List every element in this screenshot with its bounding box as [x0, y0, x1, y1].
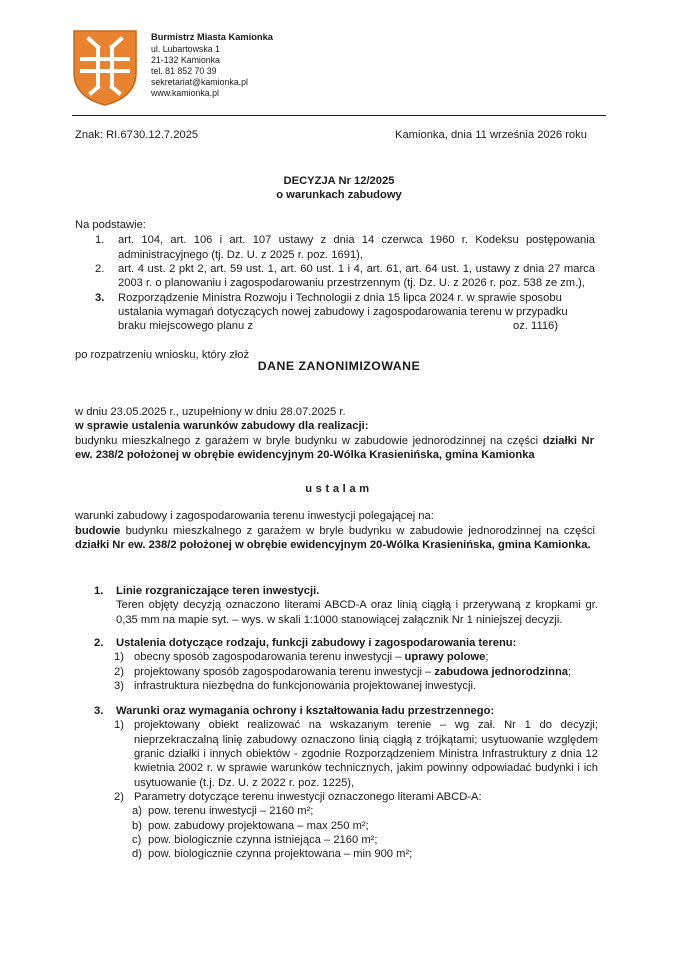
anonymized-data-label: DANE ZANONIMIZOWANE [257, 359, 421, 373]
section-2-item: 3) infrastruktura niezbędna do funkcjonowania projektowanej inwestycji. [114, 679, 477, 692]
section-3-title: 3. Warunki oraz wymagania ochrony i kształtowania ładu przestrzennego: [94, 705, 495, 717]
kamionka-crest-logo [72, 29, 138, 107]
section-3-item-2: 2) Parametry dotyczące terenu inwestycji oznaczonego literami ABCD-A: [114, 790, 482, 803]
decision-subject: o warunkach zabudowy [276, 189, 402, 201]
office-phone: tel. 81 852 70 39 [151, 65, 217, 76]
section-2 [94, 636, 598, 693]
basis-item: 2. art. 4 ust. 2 pkt 2, art. 59 ust. 1, art. 60 ust. 1 i 4, art. 61, art. 64 ust. 1, ustawy z dnia 27 marca 2003 r. o planowaniu i zagospodarowaniu przestrzennym (tj. Dz. U. z 2026 r. poz. 538 ze zm.), [95, 262, 595, 290]
parameter-item: a) pow. terenu inwestycji – 2160 m²; [132, 805, 314, 818]
decision-title [0, 174, 678, 202]
document-date: Kamionka, dnia 11 września 2026 roku [395, 129, 587, 141]
office-website: www.kamionka.pl [151, 88, 219, 99]
office-name: Burmistrz Miasta Kamionka [151, 32, 273, 42]
office-street: ul. Lubartowska 1 [151, 43, 220, 54]
conditions-description: budowie budynku mieszkalnego z garażem w bryle budynku w zabudowie jednorodzinnej na części działki Nr ew. 238/2 położonej w obrębie ewidencyjnym 20-Wólka Krasienińska, gmina Kamionka. [75, 525, 595, 552]
section-1 [94, 584, 598, 627]
matter-heading: w sprawie ustalenia warunków zabudowy dla realizacji: [75, 420, 369, 432]
parameter-item: c) pow. biologicznie czynna istniejąca – 2160 m²; [132, 833, 378, 846]
office-email: sekretariat@kamionka.pl [151, 76, 248, 87]
letterhead [151, 32, 273, 99]
section-2-item: 1) obecny sposób zagospodarowania terenu inwestycji – uprawy polowe; [114, 651, 489, 664]
request-intro: po rozpatrzeniu wniosku, który złoż [75, 349, 250, 361]
section-2-title: 2. Ustalenia dotyczące rodzaju, funkcji zabudowy i zagospodarowania terenu: [94, 637, 517, 649]
matter-description: budynku mieszkalnego z garażem w bryle budynku w zabudowie jednorodzinnej na części działki Nr ew. 238/2 położonej w obrębie ewidencyjnym 20-Wólka Krasienińska, gmina Kamionka [75, 435, 594, 462]
office-postal: 21-132 Kamionka [151, 54, 220, 65]
basis-intro: Na podstawie: [75, 219, 146, 231]
header-divider [72, 115, 606, 116]
decision-number: DECYZJA Nr 12/2025 [283, 175, 395, 187]
case-reference: Znak: RI.6730.12.7.2025 [75, 129, 199, 141]
section-1-text: Teren objęty decyzją oznaczono literami ABCD-A oraz linią ciągłą i przerywaną z kropkami gr. 0,35 mm na mapie syt. – wys. w skali 1:1000 stanowiącej załącznik Nr 1 niniejszej decyzji. [116, 599, 598, 626]
section-3 [94, 704, 598, 862]
section-3-item-1: 1) projektowany obiekt realizować na wskazanym terenie – wg zał. Nr 1 do decyzji; nieprzekraczalną linię zabudowy oznaczono linią ciągłą z trójkątami; usytuowanie względem granic działki i innych obiektów - zgodnie Rozporządzeniem Ministra Infrastruktury z dnia 12 kwietnia 2002 r. w sprawie warunków technicznych, jakim powinny odpowiadać budynki i ich usytuowanie (t.j. Dz. U. z 2022 r. poz. 1225), [114, 719, 598, 789]
basis-item: 1. art. 104, art. 106 i art. 107 ustawy z dnia 14 czerwca 1960 r. Kodeksu postępowania administracyjnego (tj. Dz. U. z 2025 r. poz. 1691), [95, 234, 595, 261]
basis-item-tail: oz. 1116) [513, 320, 558, 333]
basis-item: 3. Rozporządzenie Ministra Rozwoju i Technologii z dnia 15 lipca 2024 r. w sprawie sposobu ustalania wymagań dotyczących nowej zabudowy i zagospodarowania terenu w przypadku braku miejscowego planu z oz. 1116) [95, 291, 568, 333]
section-1-title: 1. Linie rozgraniczające teren inwestycji. [94, 585, 320, 597]
legal-basis [75, 218, 595, 334]
request-date: w dniu 23.05.2025 r., uzupełniony w dniu 28.07.2025 r. [75, 406, 346, 418]
section-2-item: 2) projektowany sposób zagospodarowania terenu inwestycji – zabudowa jednorodzinna; [114, 665, 572, 678]
parameter-item: d) pow. biologicznie czynna projektowana – min 900 m²; [132, 848, 413, 861]
parameter-item: b) pow. zabudowy projektowana – max 250 m²; [132, 819, 369, 832]
conditions-intro: warunki zabudowy i zagospodarowania terenu inwestycji polegającej na: [75, 510, 434, 522]
ustalam-heading: ustalam [305, 483, 373, 495]
